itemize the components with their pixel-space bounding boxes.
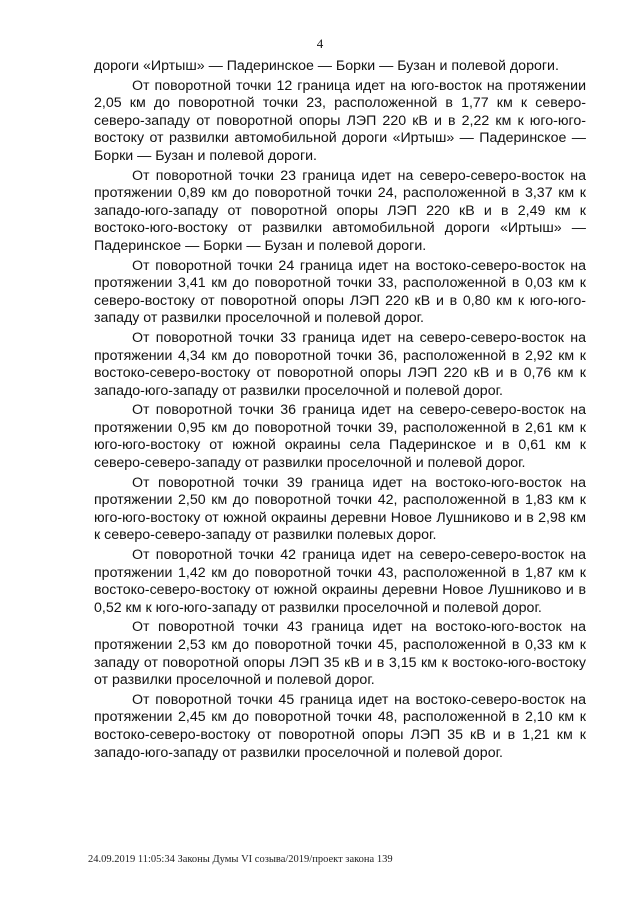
paragraph-point-39: От поворотной точки 39 граница идет на востоко-юго-восток на протяжении 2,50 км до поворотной точки 42, расположенной в 1,83 км к юго-юго-востоку от южной окраины деревни Новое Лушниково и в 2,98 км к северо-северо-западу от развилки полевых дорог.	[94, 474, 586, 544]
paragraph-point-33: От поворотной точки 33 граница идет на северо-северо-восток на протяжении 4,34 км до поворотной точки 36, расположенной в 2,92 км к востоко-северо-востоку от поворотной опоры ЛЭП 220 кВ и в 0,76 км к западо-юго-западу от развилки проселочной и полевой дорог.	[94, 329, 586, 399]
paragraph-point-23: От поворотной точки 23 граница идет на северо-северо-восток на протяжении 0,89 км до поворотной точки 24, расположенной в 3,37 км к западо-юго-западу от поворотной опоры ЛЭП 220 кВ и в 2,49 км к востоко-юго-востоку от развилки автомобильной дороги «Иртыш» — Падеринское — Борки — Бузан и полевой дороги.	[94, 167, 586, 254]
paragraph-point-12: От поворотной точки 12 граница идет на юго-восток на протяжении 2,05 км до поворотной точки 23, расположенной в 1,77 км к северо-северо-западу от поворотной опоры ЛЭП 220 кВ и в 2,22 км к юго-юго-востоку от развилки автомобильной дороги «Иртыш» — Падеринское — Борки — Бузан и полевой дороги.	[94, 77, 586, 164]
paragraph-point-42: От поворотной точки 42 граница идет на северо-северо-восток на протяжении 1,42 км до поворотной точки 43, расположенной в 1,87 км к востоко-северо-востоку от южной окраины деревни Новое Лушниково и в 0,52 км к юго-юго-западу от развилки проселочной и полевой дорог.	[94, 547, 586, 616]
document-body	[94, 58, 586, 764]
paragraph-point-36: От поворотной точки 36 граница идет на северо-северо-восток на протяжении 0,95 км до поворотной точки 39, расположенной в 2,61 км к юго-юго-востоку от южной окраины села Падеринское и в 0,61 км к северо-северо-западу от развилки проселочной и полевой дорог.	[94, 402, 586, 472]
paragraph-point-45: От поворотной точки 45 граница идет на востоко-северо-восток на протяжении 2,45 км до поворотной точки 48, расположенной в 2,10 км к востоко-северо-востоку от поворотной опоры ЛЭП 35 кВ и в 1,21 км к западо-юго-западу от развилки проселочной и полевой дорог.	[94, 691, 586, 761]
paragraph-point-24: От поворотной точки 24 граница идет на востоко-северо-восток на протяжении 3,41 км до поворотной точки 33, расположенной в 0,03 км к северо-востоку от поворотной опоры ЛЭП 220 кВ и в 0,80 км к юго-юго-западу от развилки проселочной и полевой дорог.	[94, 257, 586, 327]
paragraph-point-43: От поворотной точки 43 граница идет на востоко-юго-восток на протяжении 2,53 км до поворотной точки 45, расположенной в 0,33 км к западу от поворотной опоры ЛЭП 35 кВ и в 3,15 км к востоко-юго-востоку от развилки проселочной и полевой дорог.	[94, 619, 586, 689]
document-footer: 24.09.2019 11:05:34 Законы Думы VI созыва/2019/проект закона 139	[88, 854, 393, 865]
page-number: 4	[316, 36, 324, 51]
paragraph-continuation: дороги «Иртыш» — Падеринское — Борки — Бузан и полевой дороги.	[94, 58, 559, 74]
